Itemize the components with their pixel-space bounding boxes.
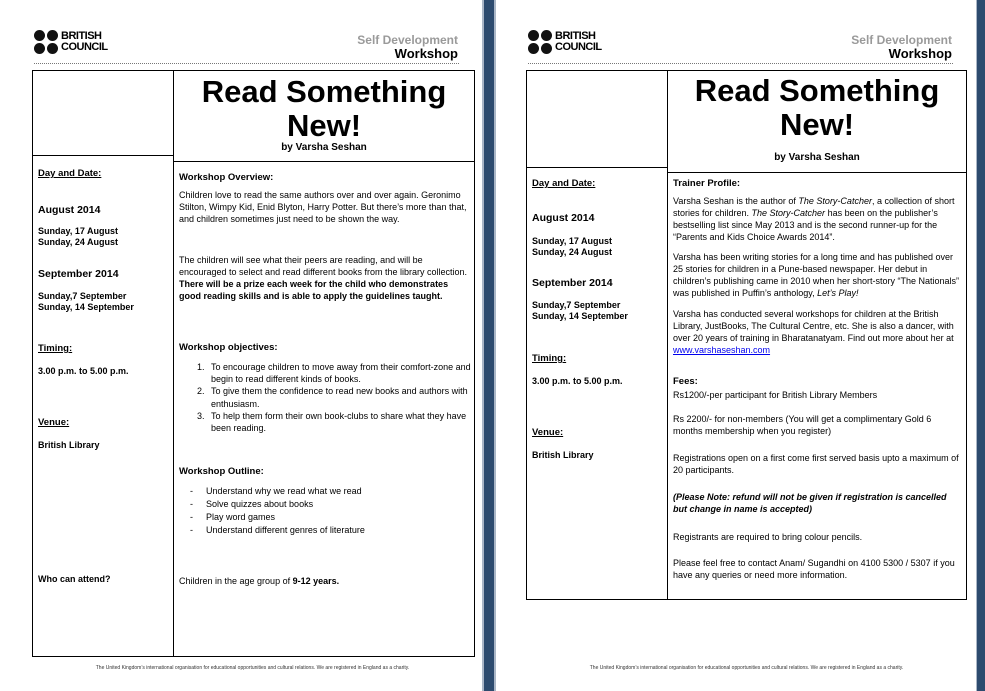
header-rule bbox=[528, 63, 953, 64]
book-title: The Story-Catcher bbox=[798, 196, 872, 206]
website-link[interactable]: www.varshaseshan.com bbox=[673, 345, 771, 355]
sep-date-2: Sunday, 14 September bbox=[38, 302, 134, 312]
august-dates bbox=[532, 236, 612, 258]
trainer-profile-heading: Trainer Profile: bbox=[673, 178, 741, 189]
column-divider bbox=[173, 71, 174, 656]
september-dates bbox=[38, 291, 134, 313]
right-title-separator bbox=[173, 161, 474, 162]
profile-p1-c: has been on the publisher’s bestselling list since May 2013 and is the second runner-up for the “Parents and Kids Choice Awards 2014”. bbox=[673, 208, 938, 242]
attend-text bbox=[179, 575, 467, 587]
august-dates bbox=[38, 226, 118, 248]
header-line2: Workshop bbox=[394, 46, 458, 61]
profile-p1-b: , a collection of short stories for children. bbox=[673, 196, 955, 218]
fees-heading: Fees: bbox=[673, 376, 698, 387]
outline-item: - Understand different genres of literature bbox=[190, 524, 460, 537]
september-dates bbox=[532, 300, 628, 322]
fees-non-members: Rs 2200/- for non-members (You will get a complimentary Gold 6 months membership when you register) bbox=[673, 414, 932, 436]
logo-text-line2: COUNCIL bbox=[555, 41, 602, 53]
outline-heading: Workshop Outline: bbox=[179, 466, 264, 477]
profile-p2-a: Varsha has been writing stories for a long time and has published over 25 stories for children in a Pune-based newspaper. Her debut in children’s publishing came in 2010 when her short-story “The Nationals” was published in Puffin’s anthology, bbox=[673, 252, 959, 298]
refund-note: (Please Note: refund will not be given if registration is cancelled but change in name is accepted) bbox=[673, 492, 947, 514]
british-council-logo bbox=[528, 30, 602, 54]
logo-text-line1: BRITISH bbox=[61, 30, 102, 42]
logo-dots-icon bbox=[34, 30, 58, 54]
left-title-separator bbox=[33, 155, 173, 156]
august-heading: August 2014 bbox=[38, 204, 101, 216]
title-line2: New! bbox=[779, 107, 855, 142]
header-line1: Self Development bbox=[357, 33, 458, 47]
anthology-title: Let’s Play! bbox=[817, 288, 859, 298]
overview-p2-bold: There will be a prize each week for the child who demonstrates good reading skills and is able to apply the guidelines taught. bbox=[179, 279, 449, 301]
overview-paragraph-1: Children love to read the same authors over and over again. Geronimo Stilton, Wimpy Kid, Enid Blyton, Harry Potter. But there’s more than that, and children sometimes just need to be shown the way. bbox=[179, 190, 467, 224]
logo-text-line2: COUNCIL bbox=[61, 41, 108, 53]
objective-item: 1. To encourage children to move away from their comfort-zone and begin to read different kinds of books. bbox=[207, 361, 475, 385]
header-label bbox=[357, 33, 458, 61]
venue-label: Venue: bbox=[532, 427, 564, 438]
overview-p2-plain: The children will see what their peers are reading, and will be encouraged to select and read different books from the library collection. bbox=[179, 255, 467, 277]
outline-list bbox=[190, 485, 460, 537]
outline-item: - Solve quizzes about books bbox=[190, 498, 460, 511]
outline-item: - Play word games bbox=[190, 511, 460, 524]
objectives-heading: Workshop objectives: bbox=[179, 342, 278, 353]
objective-item: 3. To help them form their own book-clubs to share what they have been reading. bbox=[207, 410, 475, 434]
overview-heading: Workshop Overview: bbox=[179, 172, 274, 183]
profile-p1-a: Varsha Seshan is the author of bbox=[673, 196, 799, 206]
left-title-separator bbox=[527, 167, 667, 168]
timing-value: 3.00 p.m. to 5.00 p.m. bbox=[532, 376, 623, 386]
attend-prefix: Children in the age group of bbox=[179, 576, 293, 586]
content-table bbox=[526, 70, 967, 600]
attend-age: 9-12 years. bbox=[292, 576, 340, 586]
document-page-1 bbox=[2, 0, 482, 691]
outline-item: - Understand why we read what we read bbox=[190, 485, 460, 498]
byline: by Varsha Seshan bbox=[281, 142, 367, 153]
header-line2: Workshop bbox=[888, 46, 952, 61]
aug-date-1: Sunday, 17 August bbox=[532, 236, 613, 246]
profile-paragraph-1 bbox=[673, 195, 962, 243]
page-title bbox=[668, 74, 966, 142]
header-rule bbox=[34, 63, 459, 64]
document-page-2 bbox=[496, 0, 976, 691]
september-heading: September 2014 bbox=[532, 277, 613, 289]
timing-label: Timing: bbox=[532, 353, 567, 364]
profile-paragraph-2 bbox=[673, 251, 962, 299]
september-heading: September 2014 bbox=[38, 268, 119, 280]
timing-value: 3.00 p.m. to 5.00 p.m. bbox=[38, 366, 129, 376]
header-line1: Self Development bbox=[851, 33, 952, 47]
day-date-label: Day and Date: bbox=[532, 178, 596, 189]
footer-text: The United Kingdom’s international organisation for educational opportunities and cultural relations. We are registered in England as a charity. bbox=[589, 665, 904, 671]
header-label bbox=[851, 33, 952, 61]
venue-value: British Library bbox=[532, 450, 594, 460]
window-edge bbox=[975, 0, 985, 691]
logo-dots-icon bbox=[528, 30, 552, 54]
sep-date-1: Sunday,7 September bbox=[532, 300, 621, 310]
title-line1: Read Something bbox=[201, 74, 447, 109]
footer-text: The United Kingdom’s international organisation for educational opportunities and cultural relations. We are registered in England as a charity. bbox=[95, 665, 410, 671]
who-can-attend-label: Who can attend? bbox=[38, 574, 111, 584]
logo-text-line1: BRITISH bbox=[555, 30, 596, 42]
book-title: The Story-Catcher bbox=[751, 208, 826, 218]
profile-p3: Varsha has conducted several workshops for children at the British Library, JustBooks, The Cultural Centre, etc. She is also a dancer, with over 20 years of training in Bharatanatyam. Find out more about her at bbox=[673, 309, 954, 343]
contact-text: Please feel free to contact Anam/ Sugandhi on 4100 5300 / 5307 if you have any queries or need more information. bbox=[673, 558, 955, 580]
overview-paragraph-2 bbox=[179, 254, 467, 302]
sep-date-2: Sunday, 14 September bbox=[532, 311, 628, 321]
aug-date-2: Sunday, 24 August bbox=[532, 247, 613, 257]
page-title bbox=[174, 75, 474, 143]
right-title-separator bbox=[667, 172, 966, 173]
byline: by Varsha Seshan bbox=[774, 152, 860, 163]
content-table bbox=[32, 70, 475, 657]
august-heading: August 2014 bbox=[532, 212, 595, 224]
column-divider bbox=[667, 71, 668, 599]
venue-value: British Library bbox=[38, 440, 100, 450]
objectives-list bbox=[185, 361, 475, 434]
page-gutter bbox=[482, 0, 496, 691]
timing-label: Timing: bbox=[38, 343, 73, 354]
british-council-logo bbox=[34, 30, 108, 54]
registration-text: Registrations open on a first come first served basis upto a maximum of 20 participants. bbox=[673, 453, 959, 475]
title-line1: Read Something bbox=[694, 73, 940, 108]
pencils-text: Registrants are required to bring colour pencils. bbox=[673, 532, 863, 542]
sep-date-1: Sunday,7 September bbox=[38, 291, 127, 301]
profile-paragraph-3 bbox=[673, 308, 962, 356]
aug-date-1: Sunday, 17 August bbox=[38, 226, 119, 236]
aug-date-2: Sunday, 24 August bbox=[38, 237, 119, 247]
objective-item: 2. To give them the confidence to read new books and authors with enthusiasm. bbox=[207, 385, 475, 409]
venue-label: Venue: bbox=[38, 417, 70, 428]
fees-members: Rs1200/-per participant for British Library Members bbox=[673, 390, 878, 400]
day-date-label: Day and Date: bbox=[38, 168, 102, 179]
title-line2: New! bbox=[286, 108, 362, 143]
